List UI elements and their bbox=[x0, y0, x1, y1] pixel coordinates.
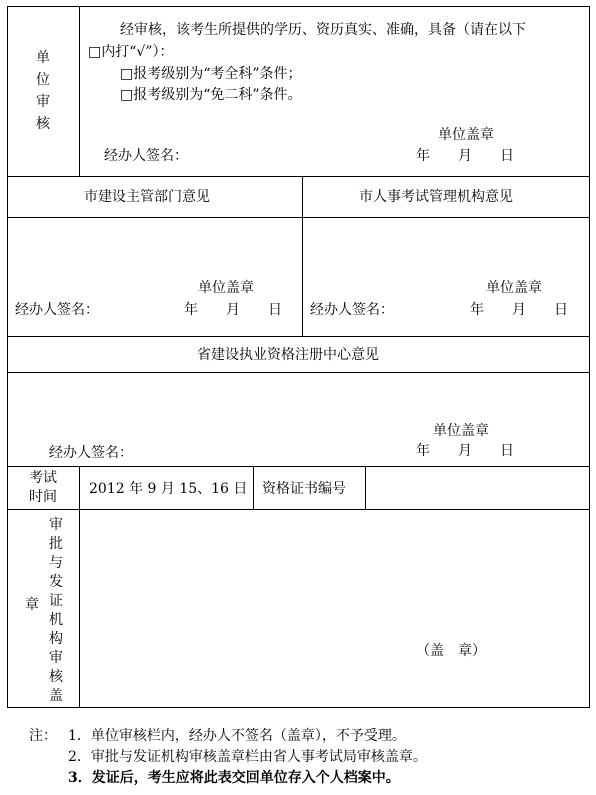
note-item-2: 2．审批与发证机构审核盖章栏由省人事考试局审核盖章。 bbox=[68, 749, 427, 765]
rule-after-city-headers bbox=[7, 217, 590, 218]
cert-number-label: 资格证书编号 bbox=[262, 481, 346, 497]
rule-after-provincial-header bbox=[7, 372, 590, 373]
city-construction-signer: 经办人签名： bbox=[15, 302, 99, 318]
table-border-left bbox=[7, 6, 8, 708]
city-exam-office-date: 年 月 日 bbox=[470, 302, 568, 318]
unit-review-seal: 单位盖章 bbox=[438, 127, 494, 143]
unit-review-signer: 经办人签名： bbox=[104, 148, 188, 164]
table-border-top bbox=[7, 6, 590, 7]
provincial-center-date: 年 月 日 bbox=[416, 443, 514, 459]
city-exam-office-signer: 经办人签名： bbox=[310, 302, 394, 318]
approval-label-extra: 章 bbox=[25, 597, 39, 613]
rule-after-unit-review bbox=[7, 176, 590, 177]
option-exempt-two: □报考级别为“免二科”条件。 bbox=[120, 87, 302, 103]
provincial-center-header: 省建设执业资格注册中心意见 bbox=[197, 347, 379, 363]
provincial-center-signer: 经办人签名： bbox=[49, 445, 133, 461]
option-all-subjects: □报考级别为“考全科”条件； bbox=[120, 66, 302, 82]
rule-exam-label bbox=[79, 466, 80, 510]
rule-approval-label bbox=[79, 509, 80, 708]
exam-time-label-line2: 时间 bbox=[29, 489, 57, 505]
city-construction-seal: 单位盖章 bbox=[198, 280, 254, 296]
rule-after-exam-time bbox=[7, 509, 590, 510]
unit-review-label: 单位审核 bbox=[36, 50, 50, 132]
note-item-1: 1．单位审核栏内，经办人不签名（盖章），不予受理。 bbox=[68, 728, 406, 744]
rule-after-provincial-section bbox=[7, 466, 590, 467]
rule-exam-value bbox=[253, 466, 254, 510]
city-exam-office-seal: 单位盖章 bbox=[486, 280, 542, 296]
provincial-center-seal: 单位盖章 bbox=[433, 423, 489, 439]
rule-city-split bbox=[302, 176, 303, 337]
approval-seal: （盖 章） bbox=[416, 643, 486, 659]
city-exam-office-header: 市人事考试管理机构意见 bbox=[359, 189, 513, 205]
table-border-right bbox=[589, 6, 590, 708]
table-border-bottom bbox=[7, 707, 590, 708]
exam-time-label-line1: 考试 bbox=[29, 470, 57, 486]
exam-time-value: 2012 年 9 月 15、16 日 bbox=[89, 481, 248, 497]
note-item-3: 3．发证后，考生应将此表交回单位存入个人档案中。 bbox=[68, 770, 400, 786]
unit-review-text-line1: 经审核，该考生所提供的学历、资历真实、准确，具备（请在以下 bbox=[120, 22, 526, 38]
rule-unit-review-label bbox=[79, 6, 80, 177]
city-construction-header: 市建设主管部门意见 bbox=[84, 189, 210, 205]
notes-prefix: 注： bbox=[29, 728, 57, 744]
unit-review-date: 年 月 日 bbox=[416, 148, 514, 164]
rule-after-city-sections bbox=[7, 336, 590, 337]
rule-cert-label bbox=[365, 466, 366, 510]
approval-label: 审批与发证机构审核盖 bbox=[49, 517, 63, 704]
unit-review-text-line2: □内打“√”）： bbox=[88, 44, 174, 60]
city-construction-date: 年 月 日 bbox=[184, 302, 282, 318]
